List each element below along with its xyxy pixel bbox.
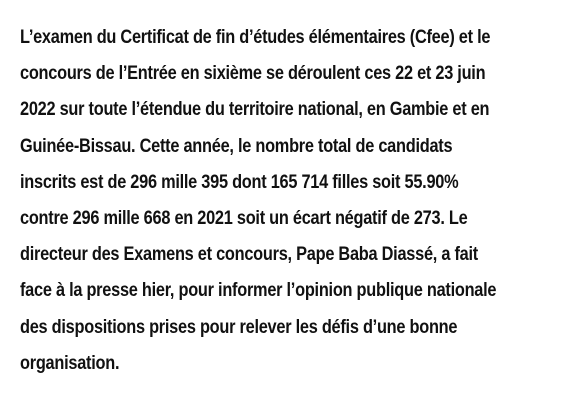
paragraph-line: contre 296 mille 668 en 2021 soit un écart négatif de 273. Le [20,208,468,230]
paragraph-line: organisation. [20,352,120,374]
paragraph-line: concours de l’Entrée en sixième se déroulent ces 22 et 23 juin [20,63,486,85]
paragraph-line: inscrits est de 296 mille 395 dont 165 714 filles soit 55.90% [20,171,459,193]
paragraph-line: 2022 sur toute l’étendue du territoire national, en Gambie et en [20,99,490,121]
paragraph-line: L’examen du Certificat de fin d’études élémentaires (Cfee) et le [20,27,491,48]
paragraph-line: face à la presse hier, pour informer l’opinion publique nationale [20,280,497,302]
paragraph-line: Guinée-Bissau. Cette année, le nombre total de candidats [20,135,453,157]
article-body [20,20,560,382]
paragraph-line: des dispositions prises pour relever les défis d’une bonne [20,316,458,338]
article-paragraph [20,20,560,382]
paragraph-line: directeur des Examens et concours, Pape Baba Diassé, a fait [20,244,478,266]
